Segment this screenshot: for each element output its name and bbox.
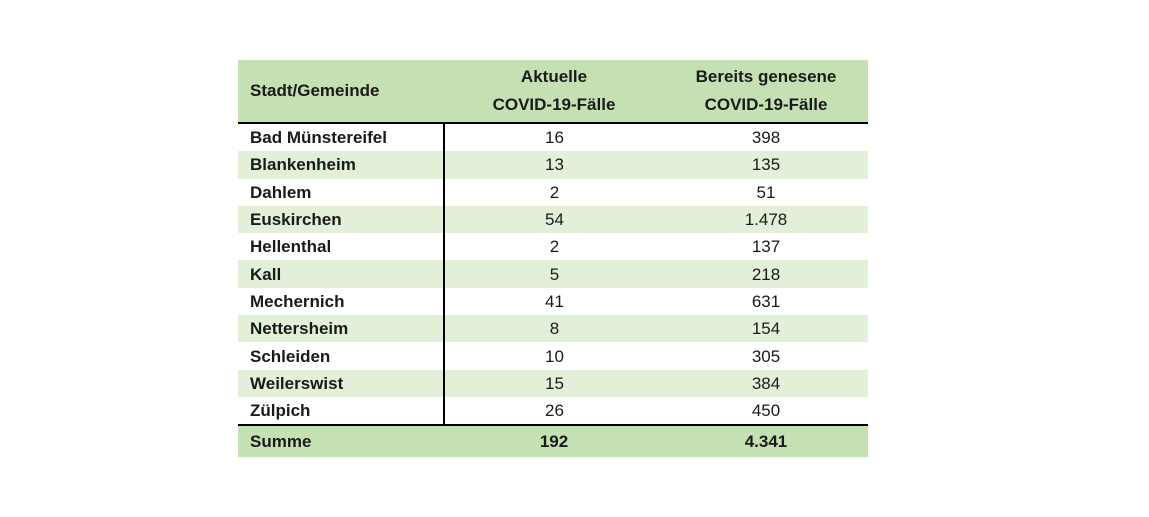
row-recovered: 631 — [664, 288, 868, 315]
row-city: Schleiden — [238, 342, 444, 369]
table-row — [238, 151, 868, 178]
table-row — [238, 123, 868, 151]
row-recovered: 450 — [664, 397, 868, 425]
table-row — [238, 179, 868, 206]
row-current: 26 — [444, 397, 664, 425]
row-current: 16 — [444, 123, 664, 151]
table-body — [238, 123, 868, 425]
row-recovered: 384 — [664, 370, 868, 397]
row-recovered: 51 — [664, 179, 868, 206]
row-city: Weilerswist — [238, 370, 444, 397]
row-current: 8 — [444, 315, 664, 342]
row-current: 2 — [444, 179, 664, 206]
row-recovered: 398 — [664, 123, 868, 151]
row-city: Kall — [238, 260, 444, 287]
row-city: Bad Münstereifel — [238, 123, 444, 151]
header-recovered-line1: Bereits genesene — [695, 67, 837, 86]
row-current: 41 — [444, 288, 664, 315]
covid-cases-table — [238, 60, 868, 457]
table-row — [238, 288, 868, 315]
row-recovered: 137 — [664, 233, 868, 260]
row-recovered: 218 — [664, 260, 868, 287]
total-current: 192 — [444, 425, 664, 457]
table-header-row — [238, 60, 868, 123]
row-recovered: 305 — [664, 342, 868, 369]
row-city: Blankenheim — [238, 151, 444, 178]
header-current-cases — [444, 60, 664, 123]
table-row — [238, 342, 868, 369]
covid-cases-table-container — [238, 60, 868, 457]
header-current-line2: COVID-19-Fälle — [492, 95, 616, 114]
table-row — [238, 260, 868, 287]
row-recovered: 135 — [664, 151, 868, 178]
total-label: Summe — [238, 425, 444, 457]
row-city: Nettersheim — [238, 315, 444, 342]
row-current: 15 — [444, 370, 664, 397]
row-current: 5 — [444, 260, 664, 287]
row-current: 13 — [444, 151, 664, 178]
header-city: Stadt/Gemeinde — [238, 60, 444, 123]
row-city: Dahlem — [238, 179, 444, 206]
header-current-line1: Aktuelle — [520, 67, 588, 86]
row-current: 54 — [444, 206, 664, 233]
table-row — [238, 397, 868, 425]
row-city: Hellenthal — [238, 233, 444, 260]
row-recovered: 1.478 — [664, 206, 868, 233]
header-recovered-line2: COVID-19-Fälle — [704, 95, 828, 114]
row-city: Zülpich — [238, 397, 444, 425]
table-row — [238, 370, 868, 397]
header-recovered-cases — [664, 60, 868, 123]
table-row — [238, 206, 868, 233]
row-current: 2 — [444, 233, 664, 260]
row-recovered: 154 — [664, 315, 868, 342]
total-recovered: 4.341 — [664, 425, 868, 457]
row-city: Euskirchen — [238, 206, 444, 233]
row-city: Mechernich — [238, 288, 444, 315]
table-row — [238, 233, 868, 260]
table-total-row — [238, 425, 868, 457]
row-current: 10 — [444, 342, 664, 369]
table-row — [238, 315, 868, 342]
